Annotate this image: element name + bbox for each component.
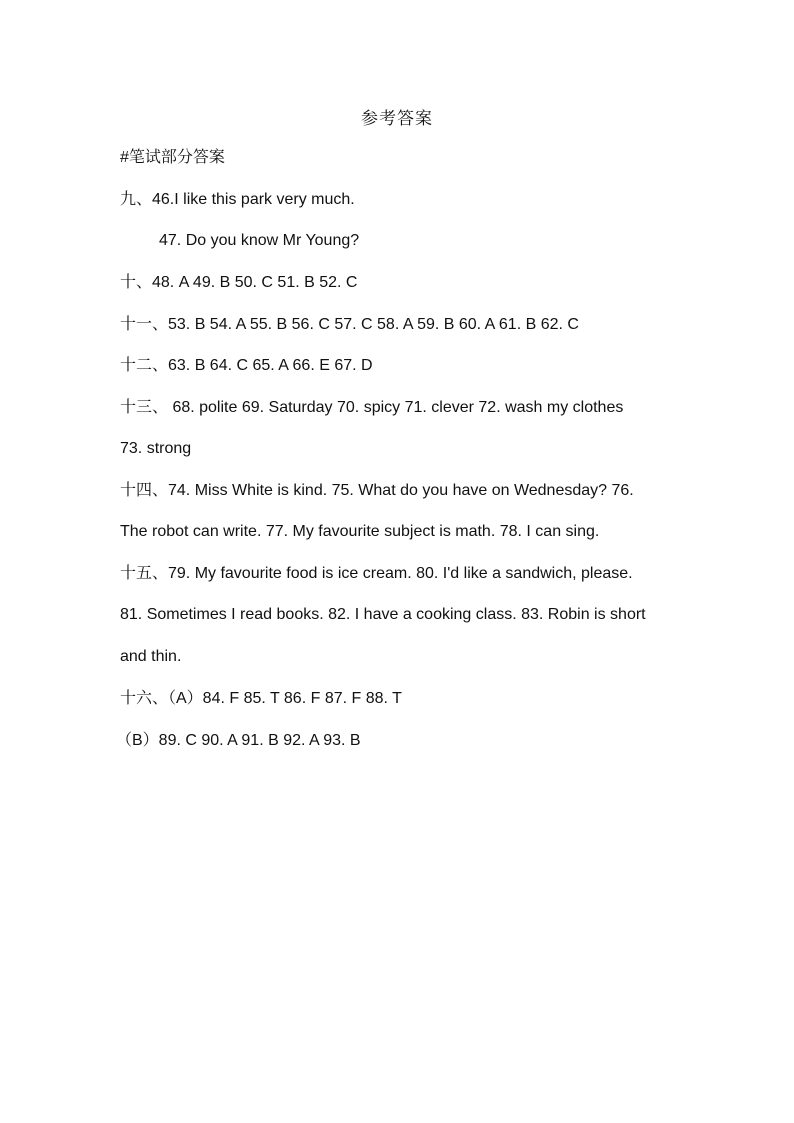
section-heading: #笔试部分答案 — [120, 149, 225, 166]
answer-line-14: 十四、74. Miss White is kind. 75. What do you have on Wednesday? 76. — [120, 482, 634, 499]
answer-line-9: 九、46.I like this park very much. — [120, 191, 355, 208]
answer-line-13: 十三、 68. polite 69. Saturday 70. spicy 71. clever 72. wash my clothes — [120, 399, 624, 416]
page-title: 参考答案 — [361, 109, 433, 128]
answer-line-13-continued: 73. strong — [120, 440, 192, 457]
answer-line-16-b: （B）89. C 90. A 91. B 92. A 93. B — [116, 732, 361, 749]
answer-line-14-continued: The robot can write. 77. My favourite subject is math. 78. I can sing. — [120, 523, 600, 540]
answer-line-9-continued: 47. Do you know Mr Young? — [159, 232, 360, 249]
answer-line-16-a: 十六、（A）84. F 85. T 86. F 87. F 88. T — [120, 690, 402, 707]
answer-line-10: 十、48. A 49. B 50. C 51. B 52. C — [120, 274, 358, 291]
answer-line-15: 十五、79. My favourite food is ice cream. 80. I'd like a sandwich, please. — [120, 565, 633, 582]
answer-line-15-end: and thin. — [120, 648, 182, 665]
answer-line-11: 十一、53. B 54. A 55. B 56. C 57. C 58. A 59. B 60. A 61. B 62. C — [120, 316, 579, 333]
answer-line-12: 十二、63. B 64. C 65. A 66. E 67. D — [120, 357, 373, 374]
answer-line-15-continued: 81. Sometimes I read books. 82. I have a cooking class. 83. Robin is short — [120, 606, 646, 623]
